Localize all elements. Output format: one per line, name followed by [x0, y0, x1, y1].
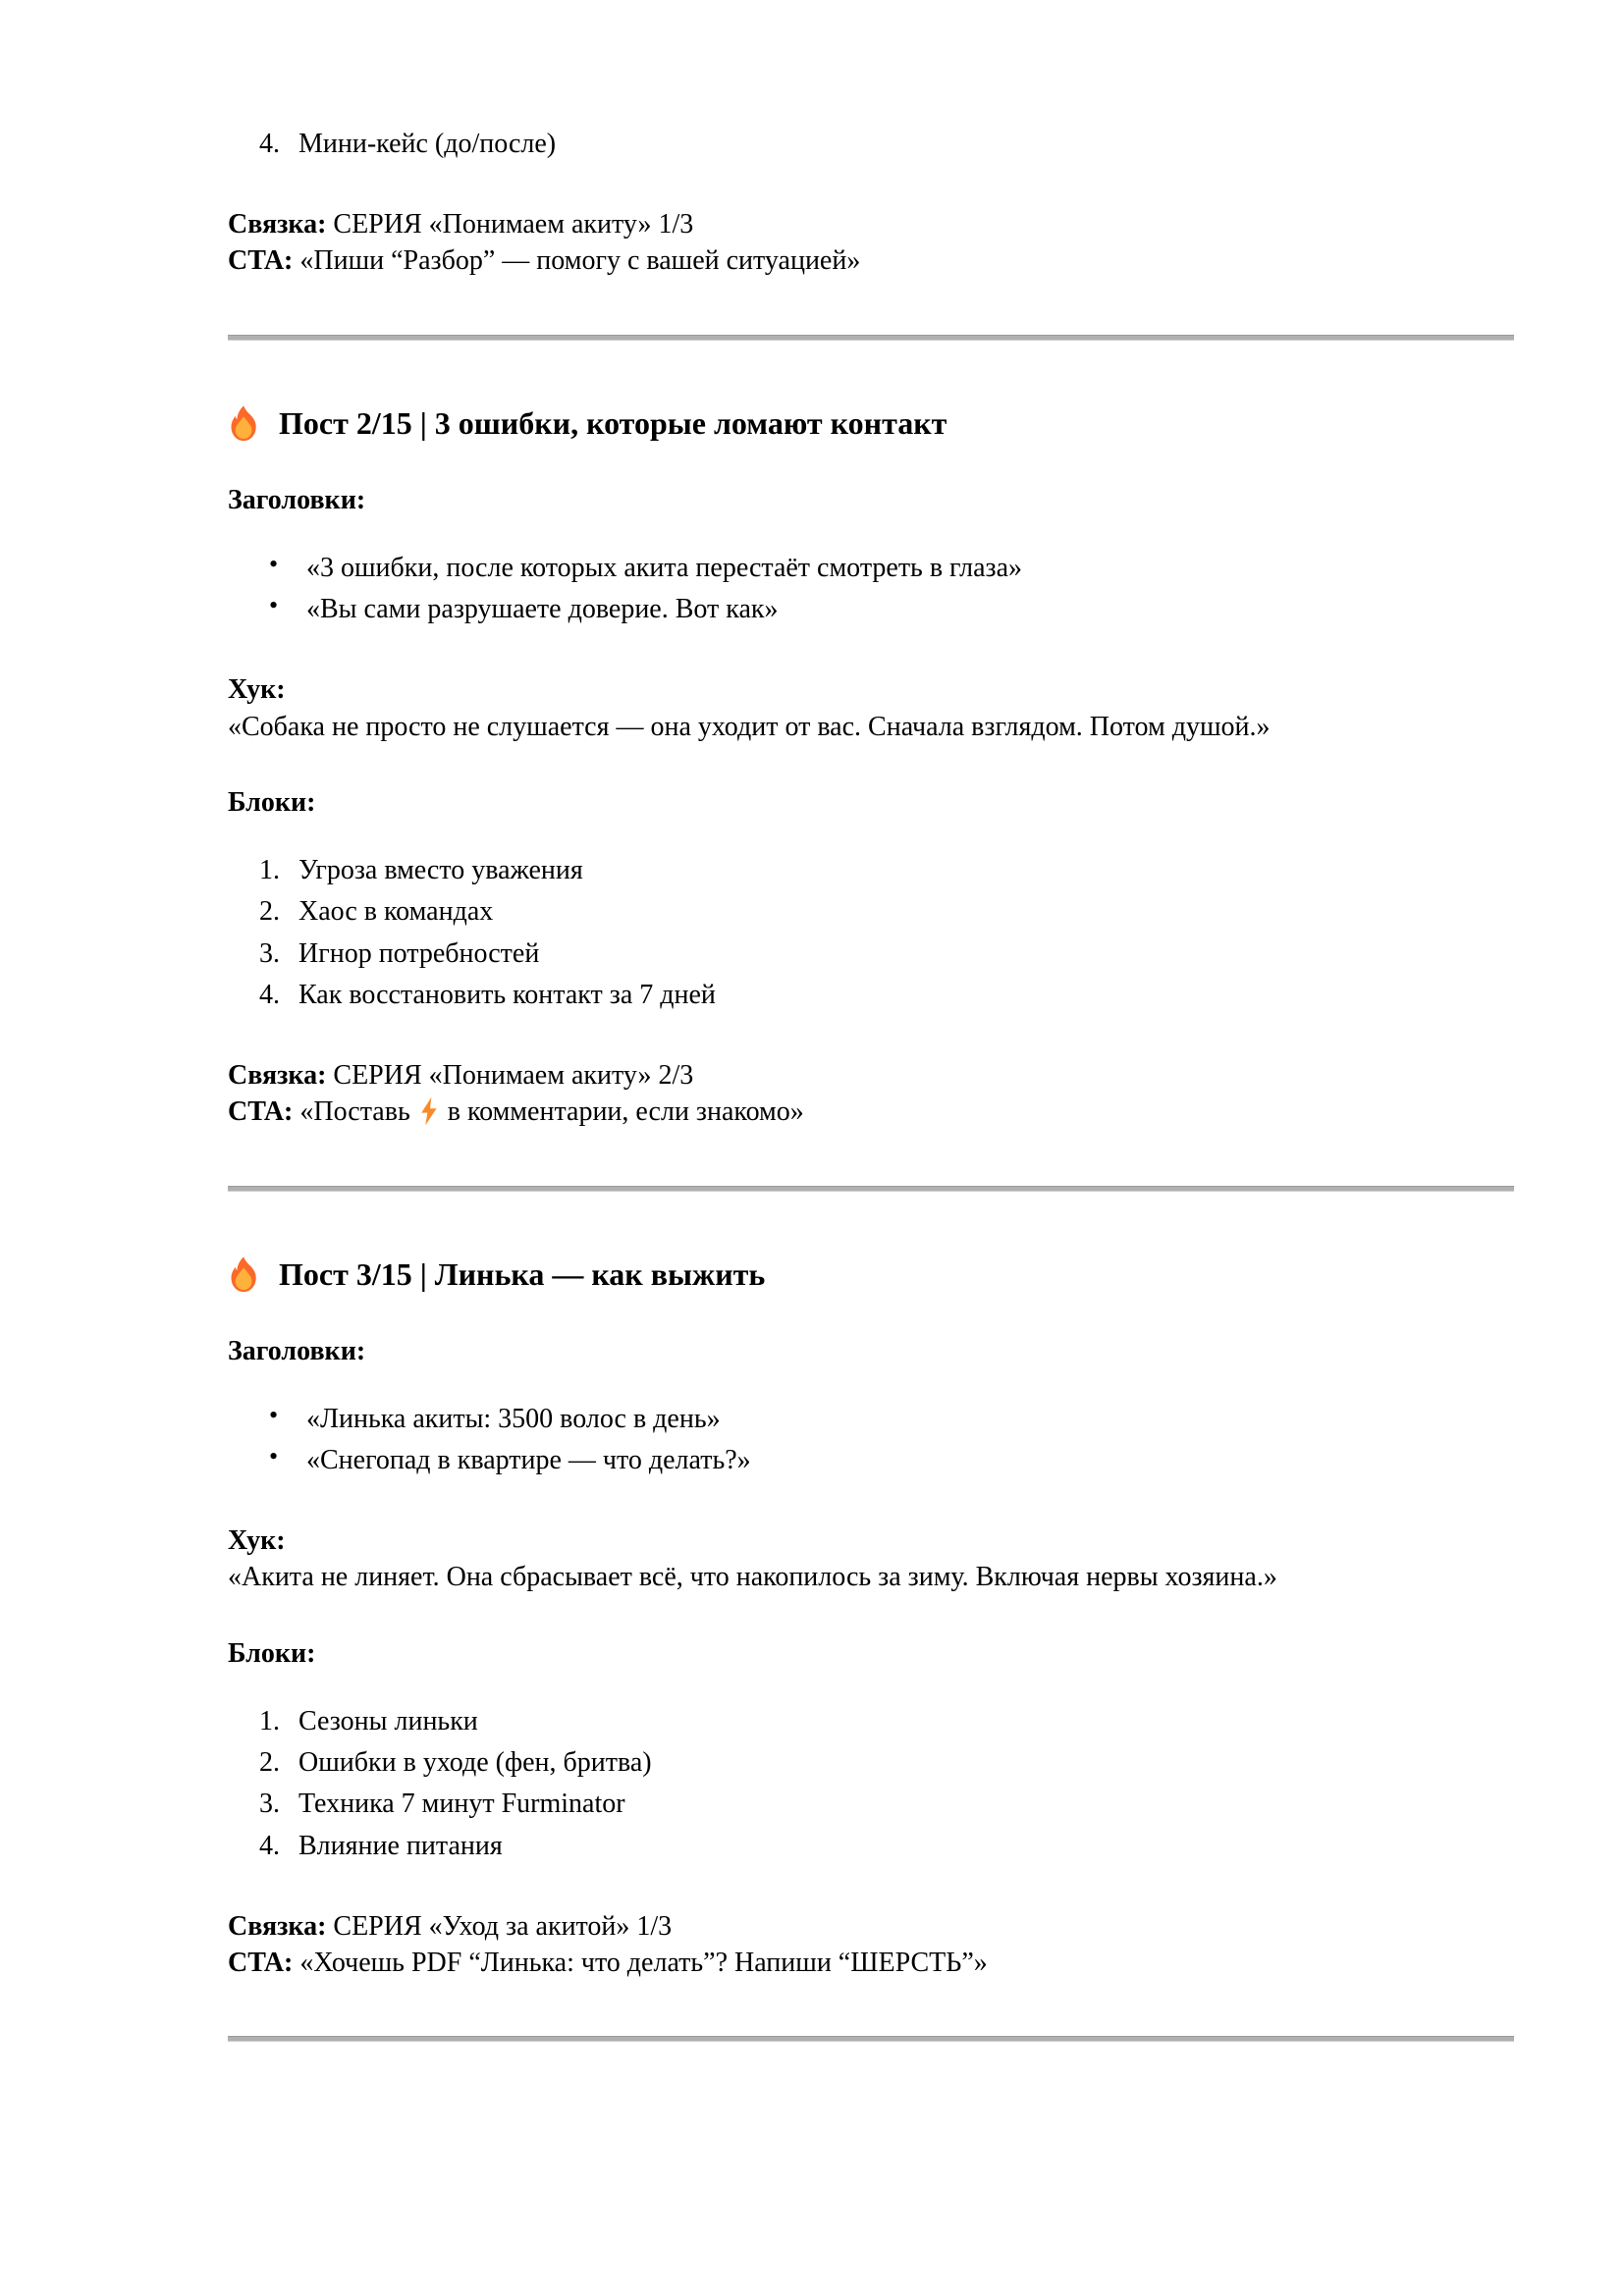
spacer — [228, 1369, 1514, 1401]
cta-value-before: «Поставь — [299, 1096, 410, 1128]
bullet-icon: • — [269, 1400, 279, 1429]
bullet-icon: • — [269, 1441, 279, 1470]
link-line — [228, 1908, 1514, 1945]
post-heading — [228, 1255, 1514, 1294]
hook-label: Хук: — [228, 674, 286, 706]
list-item-number: 1. — [259, 1705, 280, 1736]
spacer — [228, 821, 1514, 852]
post-heading-label: Пост 3/15 | Линька — как выжить — [279, 1255, 766, 1292]
flame-icon — [228, 1255, 259, 1295]
cta-value: «Пиши “Разбор” — помогу с вашей ситуацией» — [299, 245, 861, 277]
spacer — [228, 280, 1514, 335]
list-item-number: 3. — [259, 1789, 280, 1820]
top-margin-spacer-2 — [228, 79, 1514, 126]
spacer — [228, 1294, 1514, 1333]
link-label: Связка: — [228, 1910, 334, 1942]
spacer — [228, 1869, 1514, 1908]
spacer — [228, 745, 1514, 784]
cta-label: CTA: — [228, 1096, 300, 1128]
list-item-number: 4. — [259, 129, 280, 159]
list-item — [228, 1828, 1514, 1864]
blocks-list — [228, 1703, 1514, 1864]
list-item-label: Угроза вместо уважения — [298, 855, 583, 886]
list-item-number: 2. — [259, 1747, 280, 1779]
link-value: СЕРИЯ «Понимаем акиту» 1/3 — [333, 209, 694, 240]
list-item-number: 3. — [259, 937, 280, 969]
high-voltage-icon — [418, 1096, 440, 1126]
spacer — [228, 632, 1514, 671]
section-divider — [228, 2036, 1514, 2042]
list-item-number: 4. — [259, 979, 280, 1010]
blocks-list — [228, 852, 1514, 1013]
list-item — [228, 126, 1514, 162]
link-value: СЕРИЯ «Уход за акитой» 1/3 — [333, 1910, 673, 1942]
list-item — [228, 591, 1514, 627]
top-fragment-cta-line — [228, 242, 1514, 279]
link-line — [228, 1057, 1514, 1094]
top-margin-spacer — [228, 0, 1514, 79]
cta-label: CTA: — [228, 1948, 300, 1979]
top-fragment-link-line — [228, 206, 1514, 242]
list-item-label: Техника 7 минут Furminator — [298, 1789, 625, 1820]
spacer — [228, 1192, 1514, 1255]
spacer — [228, 1596, 1514, 1635]
list-item — [228, 935, 1514, 972]
cta-value-after: в комментарии, если знакомо» — [447, 1096, 804, 1128]
link-value: СЕРИЯ «Понимаем акиту» 2/3 — [333, 1060, 694, 1092]
spacer — [228, 341, 1514, 403]
link-label: Связка: — [228, 209, 334, 240]
list-item-label: Влияние питания — [298, 1830, 503, 1861]
list-item — [228, 893, 1514, 930]
hook-text: «Собака не просто не слушается — она уходит от вас. Сначала взглядом. Потом душой.» — [228, 711, 1271, 742]
post-heading — [228, 403, 1514, 443]
spacer — [228, 1018, 1514, 1057]
headlines-list — [228, 1401, 1514, 1478]
cta-line — [228, 1945, 1514, 1981]
post-heading-label: Пост 2/15 | 3 ошибки, которые ломают контакт — [279, 404, 947, 441]
list-item-label: Игнор потребностей — [298, 937, 540, 969]
spacer — [228, 518, 1514, 550]
list-item-number: 2. — [259, 896, 280, 928]
blocks-label: Блоки: — [228, 1637, 316, 1669]
cta-value: «Хочешь PDF “Линька: что делать”? Напиши “ШЕРСТЬ”» — [299, 1948, 988, 1979]
list-item-label: Мини-кейс (до/после) — [298, 129, 557, 159]
flame-icon — [228, 404, 259, 444]
spacer — [228, 443, 1514, 482]
spacer — [228, 1981, 1514, 2036]
headlines-list — [228, 550, 1514, 627]
list-item — [228, 1703, 1514, 1739]
list-item — [228, 1786, 1514, 1822]
blocks-label: Блоки: — [228, 786, 316, 818]
list-item-label: «Снегопад в квартире — что делать?» — [306, 1444, 751, 1475]
list-item — [228, 550, 1514, 586]
list-item — [228, 977, 1514, 1013]
list-item-label: Сезоны линьки — [298, 1705, 478, 1736]
bullet-icon: • — [269, 591, 279, 620]
spacer — [228, 167, 1514, 206]
cta-label: CTA: — [228, 245, 300, 277]
list-item-number: 1. — [259, 855, 280, 886]
spacer — [228, 1672, 1514, 1703]
cta-line — [228, 1094, 1514, 1130]
list-item-number: 4. — [259, 1830, 280, 1861]
list-item-label: «Линька акиты: 3500 волос в день» — [306, 1403, 721, 1434]
hook-label: Хук: — [228, 1525, 286, 1557]
list-item — [228, 1744, 1514, 1781]
list-item — [228, 852, 1514, 888]
list-item-label: Ошибки в уходе (фен, бритва) — [298, 1747, 652, 1779]
hook-text: «Акита не линяет. Она сбрасывает всё, что накопилось за зиму. Включая нервы хозяина.» — [228, 1562, 1277, 1593]
headlines-label: Заголовки: — [228, 1335, 366, 1366]
spacer — [228, 1131, 1514, 1186]
top-fragment-list — [228, 126, 1514, 162]
list-item-label: «3 ошибки, после которых акита перестаёт смотреть в глаза» — [306, 552, 1022, 583]
document-body — [228, 0, 1514, 2042]
link-label: Связка: — [228, 1060, 334, 1092]
list-item-label: «Вы сами разрушаете доверие. Вот как» — [306, 594, 779, 625]
bullet-icon: • — [269, 549, 279, 578]
spacer — [228, 1483, 1514, 1522]
list-item-label: Хаос в командах — [298, 896, 494, 928]
list-item — [228, 1442, 1514, 1478]
headlines-label: Заголовки: — [228, 484, 366, 515]
list-item-label: Как восстановить контакт за 7 дней — [298, 979, 716, 1010]
list-item — [228, 1401, 1514, 1437]
